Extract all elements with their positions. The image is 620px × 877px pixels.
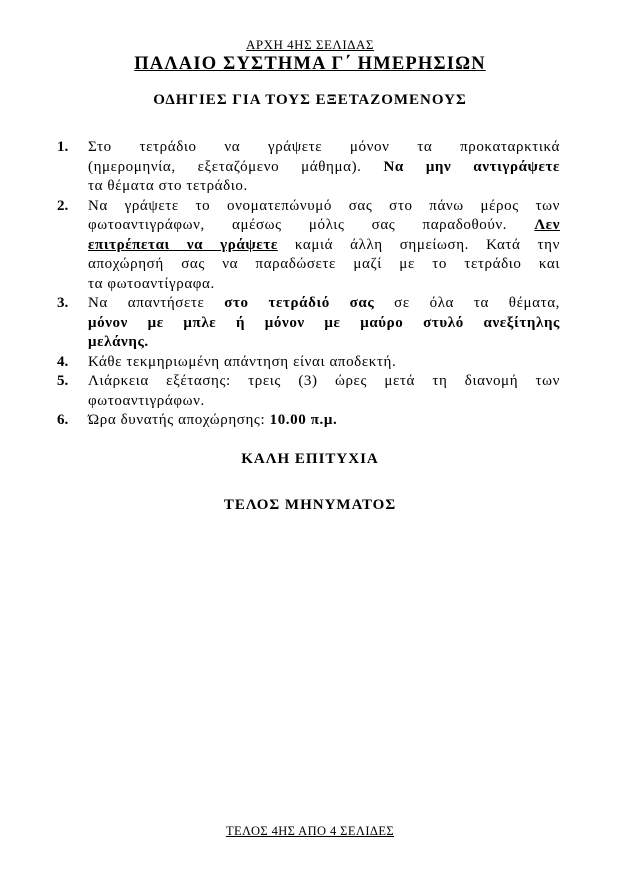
instruction-line [88, 158, 560, 178]
instructions-heading: ΟΔΗΓΙΕΣ ΓΙΑ ΤΟΥΣ ΕΞΕΤΑΖΟΜΕΝΟΥΣ [153, 92, 467, 108]
end-of-message: ΤΕΛΟΣ ΜΗΝΥΜΑΤΟΣ [223, 497, 397, 513]
item-number: 2. [57, 197, 69, 214]
exam-system-title: ΠΑΛΑΙΟ ΣΥΣΤΗΜΑ Γ΄ ΗΜΕΡΗΣΙΩΝ [134, 54, 486, 74]
page-start-label: ΑΡΧΗ 4ΗΣ ΣΕΛΙΔΑΣ [246, 37, 374, 52]
instruction-line: Στο τετράδιο να γράψετε μόνον τα προκαταρκτικά [88, 139, 560, 155]
instruction-line [88, 314, 560, 334]
instruction-emphasis: Να μην αντιγράψετε [383, 158, 560, 175]
instruction-item-6 [57, 411, 560, 431]
instruction-emphasis: 10.00 π.μ. [269, 412, 338, 428]
instruction-line [88, 236, 560, 256]
instruction-line: αποχώρησή σας να παραδώσετε μαζί με το τετράδιο και [88, 256, 560, 272]
page-end-label: ΤΕΛΟΣ 4ΗΣ ΑΠΟ 4 ΣΕΛΙΔΕΣ [225, 824, 395, 838]
instruction-item-1 [57, 138, 560, 197]
item-number: 5. [57, 373, 69, 389]
instruction-item-5 [57, 372, 560, 411]
instructions-list [57, 138, 560, 431]
instruction-emphasis: μελάνης. [88, 334, 149, 350]
instruction-emphasis: Λεν [534, 217, 560, 233]
instruction-text: Ώρα δυνατής αποχώρησης: [88, 412, 270, 428]
instruction-text: Να απαντήσετε [88, 295, 225, 311]
instruction-line [88, 294, 560, 314]
instruction-line: τα θέματα στο τετράδιο. [88, 178, 248, 194]
instruction-emphasis: επιτρέπεται να γράψετε [88, 236, 278, 253]
instruction-text: (ημερομηνία, εξεταζόμενο μάθημα). [88, 158, 384, 175]
instruction-item-2 [57, 197, 560, 295]
item-number: 6. [57, 412, 69, 428]
instruction-emphasis: μόνον με μπλε ή μόνον με μαύρο στυλό ανεξίτηλης [88, 314, 560, 331]
instruction-line: Να γράψετε το ονοματεπώνυμό σας στο πάνω μέρος των [88, 197, 560, 214]
instruction-emphasis: στο τετράδιό σας [224, 295, 375, 311]
instruction-line: Κάθε τεκμηριωμένη απάντηση είναι αποδεκτή. [88, 353, 397, 370]
item-number: 1. [57, 139, 69, 155]
instruction-line: φωτοαντιγράφων. [88, 392, 205, 409]
good-luck-message: ΚΑΛΗ ΕΠΙΤΥΧΙΑ [241, 451, 379, 467]
instruction-text: φωτοαντιγράφων, αμέσως μόλις σας παραδοθούν. [88, 217, 535, 233]
instruction-line [88, 333, 560, 353]
instruction-line: Λιάρκεια εξέτασης: τρεις (3) ώρες μετά τη διανομή των [88, 373, 560, 389]
instruction-text: σε όλα τα θέματα, [374, 295, 561, 311]
instruction-line [88, 216, 560, 236]
instruction-item-3 [57, 294, 560, 353]
item-number: 3. [57, 295, 69, 311]
instruction-line [88, 411, 560, 431]
item-number: 4. [57, 353, 69, 370]
instruction-line: τα φωτοαντίγραφα. [88, 275, 215, 292]
instruction-text: καμιά άλλη σημείωση. Κατά την [277, 236, 560, 253]
instruction-item-4 [57, 353, 560, 373]
